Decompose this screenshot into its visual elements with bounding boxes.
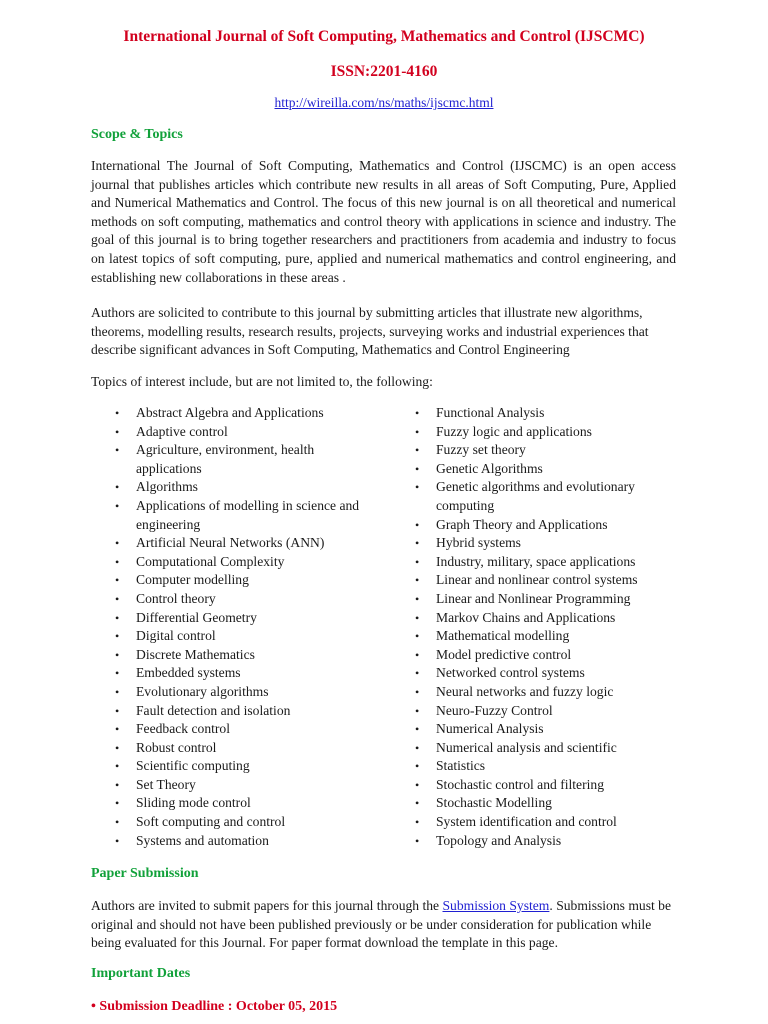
topic-item: • Control theory	[115, 590, 380, 609]
topic-item: • Neuro-Fuzzy Control	[415, 702, 675, 721]
topic-item: • Embedded systems	[115, 664, 380, 683]
topic-item: • Computational Complexity	[115, 553, 380, 572]
topic-item: • Digital control	[115, 627, 380, 646]
topic-item: • Set Theory	[115, 776, 380, 795]
topic-item: • Systems and automation	[115, 832, 380, 851]
journal-url-container	[0, 95, 768, 111]
topic-item: • Linear and Nonlinear Programming	[415, 590, 675, 609]
topic-item: • Linear and nonlinear control systems	[415, 571, 675, 590]
topic-item: • Evolutionary algorithms	[115, 683, 380, 702]
topic-item: • Fuzzy set theory	[415, 441, 675, 460]
topic-item: • Markov Chains and Applications	[415, 609, 675, 628]
topic-item: • Stochastic Modelling	[415, 794, 675, 813]
submission-system-link[interactable]: Submission System	[442, 898, 550, 913]
topic-item: • Computer modelling	[115, 571, 380, 590]
topic-item: • Fuzzy logic and applications	[415, 423, 675, 442]
topic-item: • Neural networks and fuzzy logic	[415, 683, 675, 702]
topic-item: • Sliding mode control	[115, 794, 380, 813]
topic-item: • Adaptive control	[115, 423, 380, 442]
scope-heading: Scope & Topics	[91, 127, 183, 142]
topic-item: • Numerical analysis and scientific	[415, 739, 675, 758]
submission-deadline: • Submission Deadline : October 05, 2015	[91, 999, 338, 1014]
issn: ISSN:2201-4160	[330, 63, 438, 80]
topic-item: • Stochastic control and filtering	[415, 776, 675, 795]
topic-item: • Abstract Algebra and Applications	[115, 404, 380, 423]
topic-item: • Differential Geometry	[115, 609, 380, 628]
submission-text-after: . Submissions must be original and should not have been published previously or be under consideration for publication while being evaluated for this Journal. For paper format download the template in this page.	[91, 898, 671, 951]
topic-item: • Numerical Analysis	[415, 720, 675, 739]
topic-item: • Industry, military, space applications	[415, 553, 675, 572]
topic-item: • Agriculture, environment, health applications	[115, 441, 380, 478]
topic-item: • Robust control	[115, 739, 380, 758]
topic-item: • Mathematical modelling	[415, 627, 675, 646]
topic-item: • Applications of modelling in science and engineering	[115, 497, 380, 534]
topic-item: • Topology and Analysis	[415, 832, 675, 851]
topic-item: • Networked control systems	[415, 664, 675, 683]
topic-item: • System identification and control	[415, 813, 675, 832]
topic-item: • Genetic algorithms and evolutionary computing	[415, 478, 675, 515]
topic-item: • Genetic Algorithms	[415, 460, 675, 479]
submission-text-before: Authors are invited to submit papers for this journal through the	[91, 898, 443, 913]
topic-item: • Algorithms	[115, 478, 380, 497]
scope-paragraph-2: Authors are solicited to contribute to this journal by submitting articles that illustrate new algorithms, theorems, modelling results, research results, projects, surveying works and industrial experiences that describe significant advances in Soft Computing, Mathematics and Control Engineering	[91, 305, 649, 358]
topic-item: • Functional Analysis	[415, 404, 675, 423]
topics-intro: Topics of interest include, but are not limited to, the following:	[91, 374, 433, 389]
topic-item: • Artificial Neural Networks (ANN)	[115, 534, 380, 553]
topic-item: • Model predictive control	[415, 646, 675, 665]
journal-url-link[interactable]: http://wireilla.com/ns/maths/ijscmc.html	[274, 95, 494, 110]
topic-item: • Graph Theory and Applications	[415, 516, 675, 535]
scope-paragraph-1: International The Journal of Soft Computing, Mathematics and Control (IJSCMC) is an open access journal that publishes articles which contribute new results in all areas of Soft Computing, Pure, Applied and Numerical Mathematics and Control. The focus of this new journal is on all theoretical and numerical methods on soft computing, mathematics and control theory with applications in science and industry. The goal of this journal is to bring together researchers and practitioners from academia and industry to focus on latest topics of soft computing, pure, applied and numerical mathematics and control engineering, and establishing new collaborations in these areas .	[91, 158, 676, 285]
topic-item: • Discrete Mathematics	[115, 646, 380, 665]
paper-submission-heading: Paper Submission	[91, 866, 199, 881]
topic-item: • Statistics	[415, 757, 675, 776]
topic-item: • Scientific computing	[115, 757, 380, 776]
submission-paragraph	[91, 897, 676, 953]
journal-title: International Journal of Soft Computing, Mathematics and Control (IJSCMC)	[123, 28, 645, 45]
topic-item: • Hybrid systems	[415, 534, 675, 553]
topic-item: • Feedback control	[115, 720, 380, 739]
topics-list-right	[415, 404, 675, 850]
topic-item: • Fault detection and isolation	[115, 702, 380, 721]
topic-item: • Soft computing and control	[115, 813, 380, 832]
important-dates-heading: Important Dates	[91, 966, 191, 981]
topics-list-left	[115, 404, 380, 850]
